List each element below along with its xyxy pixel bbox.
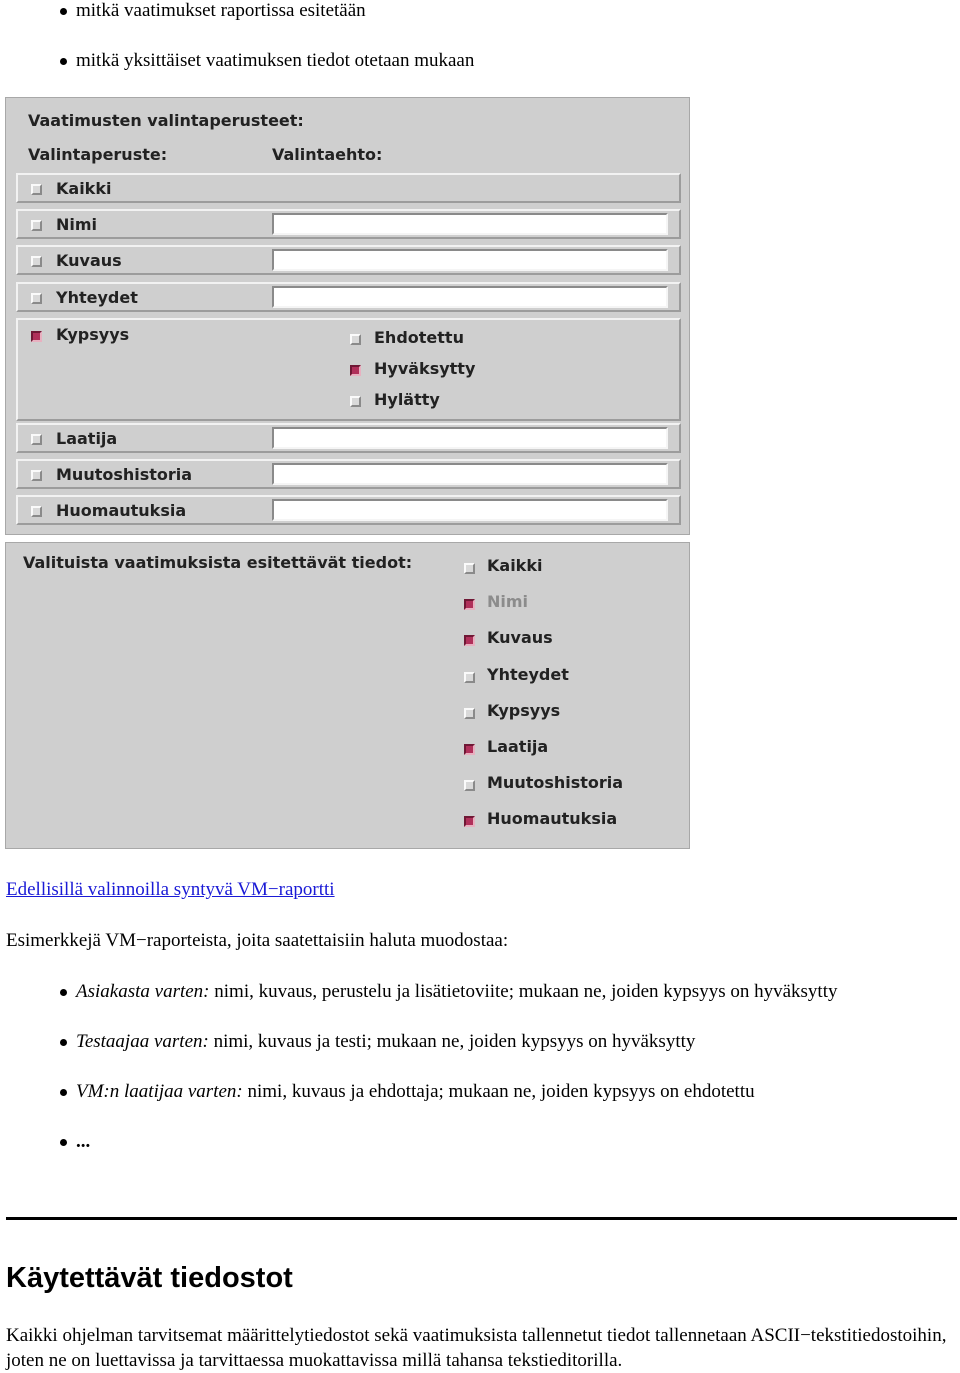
bullet-icon bbox=[60, 1139, 67, 1146]
example-text: ... bbox=[76, 1131, 91, 1152]
show-nimi-checkbox bbox=[464, 599, 475, 610]
list-item bbox=[60, 50, 474, 100]
show-laatija-checkbox[interactable] bbox=[464, 744, 475, 755]
example-audience: VM:n laatijaa varten: bbox=[76, 1081, 243, 1102]
list-item bbox=[60, 1081, 837, 1131]
criterion-row-kaikki bbox=[16, 173, 681, 203]
display-option-label: Kuvaus bbox=[487, 628, 553, 647]
yhteydet-condition-input[interactable] bbox=[272, 286, 668, 308]
show-huomautuksia-checkbox[interactable] bbox=[464, 816, 475, 827]
example-audience: Testaajaa varten: bbox=[76, 1031, 209, 1052]
horizontal-divider bbox=[6, 1217, 957, 1220]
display-option-label: Muutoshistoria bbox=[487, 773, 624, 792]
criterion-label: Yhteydet bbox=[56, 288, 138, 307]
huomautuksia-checkbox[interactable] bbox=[31, 506, 42, 517]
show-kypsyys-checkbox[interactable] bbox=[464, 708, 475, 719]
laatija-checkbox[interactable] bbox=[31, 434, 42, 445]
yhteydet-checkbox[interactable] bbox=[31, 293, 42, 304]
criterion-label: Kuvaus bbox=[56, 251, 122, 270]
criterion-row-nimi bbox=[16, 209, 681, 239]
criterion-column-header: Valintaperuste: bbox=[28, 145, 168, 164]
criterion-row-kypsyys bbox=[16, 318, 681, 421]
kuvaus-condition-input[interactable] bbox=[272, 249, 668, 271]
kaikki-checkbox[interactable] bbox=[31, 184, 42, 195]
selection-panel-title: Vaatimusten valintaperusteet: bbox=[28, 111, 304, 130]
bullet-text: mitkä vaatimukset raportissa esitetään bbox=[76, 0, 366, 21]
criterion-row-yhteydet bbox=[16, 282, 681, 312]
maturity-option-label: Hyväksytty bbox=[374, 359, 476, 378]
list-item bbox=[60, 981, 837, 1031]
bullet-icon bbox=[60, 1039, 67, 1046]
bottom-paragraph: Kaikki ohjelman tarvitsemat määrittelytiedostot sekä vaatimuksista tallennetut tiedot tallennetaan ASCII−tekstitiedostoihin, joten ne on luettavissa ja tarvittaessa muokattavissa millä tahansa tekstieditorilla. bbox=[6, 1325, 947, 1371]
show-yhteydet-checkbox[interactable] bbox=[464, 672, 475, 683]
example-text: nimi, kuvaus, perustelu ja lisätietoviite; mukaan ne, joiden kypsyys on hyväksytty bbox=[214, 981, 838, 1002]
list-item bbox=[60, 1031, 837, 1081]
muutoshistoria-condition-input[interactable] bbox=[272, 463, 668, 485]
criterion-label: Laatija bbox=[56, 429, 118, 448]
display-fields-panel bbox=[5, 542, 690, 849]
display-option-label: Huomautuksia bbox=[487, 809, 618, 828]
kypsyys-checkbox[interactable] bbox=[31, 331, 42, 342]
criterion-row-kuvaus bbox=[16, 245, 681, 275]
examples-intro: Esimerkkejä VM−raporteista, joita saatettaisiin haluta muodostaa: bbox=[6, 930, 509, 951]
bullet-text: mitkä yksittäiset vaatimuksen tiedot otetaan mukaan bbox=[76, 50, 475, 71]
show-kuvaus-checkbox[interactable] bbox=[464, 635, 475, 646]
display-option-label: Laatija bbox=[487, 737, 549, 756]
criterion-label: Muutoshistoria bbox=[56, 465, 193, 484]
maturity-option-label: Hylätty bbox=[374, 390, 440, 409]
maturity-option-label: Ehdotettu bbox=[374, 328, 464, 347]
example-list bbox=[60, 981, 837, 1181]
nimi-condition-input[interactable] bbox=[272, 213, 668, 235]
criterion-label: Nimi bbox=[56, 215, 98, 234]
criterion-row-laatija bbox=[16, 423, 681, 453]
huomautuksia-condition-input[interactable] bbox=[272, 499, 668, 521]
muutoshistoria-checkbox[interactable] bbox=[31, 470, 42, 481]
top-bullet-list bbox=[60, 0, 474, 100]
display-panel-title: Valituista vaatimuksista esitettävät tiedot: bbox=[23, 553, 413, 572]
example-text: nimi, kuvaus ja testi; mukaan ne, joiden kypsyys on hyväksytty bbox=[213, 1031, 696, 1052]
display-option-label: Yhteydet bbox=[487, 665, 569, 684]
list-item bbox=[60, 0, 474, 50]
criterion-row-huomautuksia bbox=[16, 495, 681, 525]
display-option-label: Kypsyys bbox=[487, 701, 561, 720]
selection-criteria-panel bbox=[5, 97, 690, 535]
display-option-label: Kaikki bbox=[487, 556, 543, 575]
laatija-condition-input[interactable] bbox=[272, 427, 668, 449]
criterion-label: Kypsyys bbox=[56, 325, 130, 344]
section-heading: Käytettävät tiedostot bbox=[6, 1262, 293, 1294]
bullet-icon bbox=[60, 1089, 67, 1096]
show-muutoshistoria-checkbox[interactable] bbox=[464, 780, 475, 791]
display-option-label: Nimi bbox=[487, 592, 529, 611]
nimi-checkbox[interactable] bbox=[31, 220, 42, 231]
bullet-icon bbox=[60, 8, 67, 15]
show-kaikki-checkbox[interactable] bbox=[464, 563, 475, 574]
criterion-label: Kaikki bbox=[56, 179, 112, 198]
bullet-icon bbox=[60, 58, 67, 65]
condition-column-header: Valintaehto: bbox=[272, 145, 383, 164]
report-link[interactable]: Edellisillä valinnoilla syntyvä VM−raportti bbox=[6, 879, 335, 900]
hylatty-checkbox[interactable] bbox=[350, 396, 361, 407]
example-audience: Asiakasta varten: bbox=[76, 981, 210, 1002]
list-item bbox=[60, 1131, 837, 1181]
ehdotettu-checkbox[interactable] bbox=[350, 334, 361, 345]
bullet-icon bbox=[60, 989, 67, 996]
hyvaksytty-checkbox[interactable] bbox=[350, 365, 361, 376]
criterion-row-muutoshistoria bbox=[16, 459, 681, 489]
criterion-label: Huomautuksia bbox=[56, 501, 187, 520]
kuvaus-checkbox[interactable] bbox=[31, 256, 42, 267]
example-text: nimi, kuvaus ja ehdottaja; mukaan ne, joiden kypsyys on ehdotettu bbox=[247, 1081, 755, 1102]
